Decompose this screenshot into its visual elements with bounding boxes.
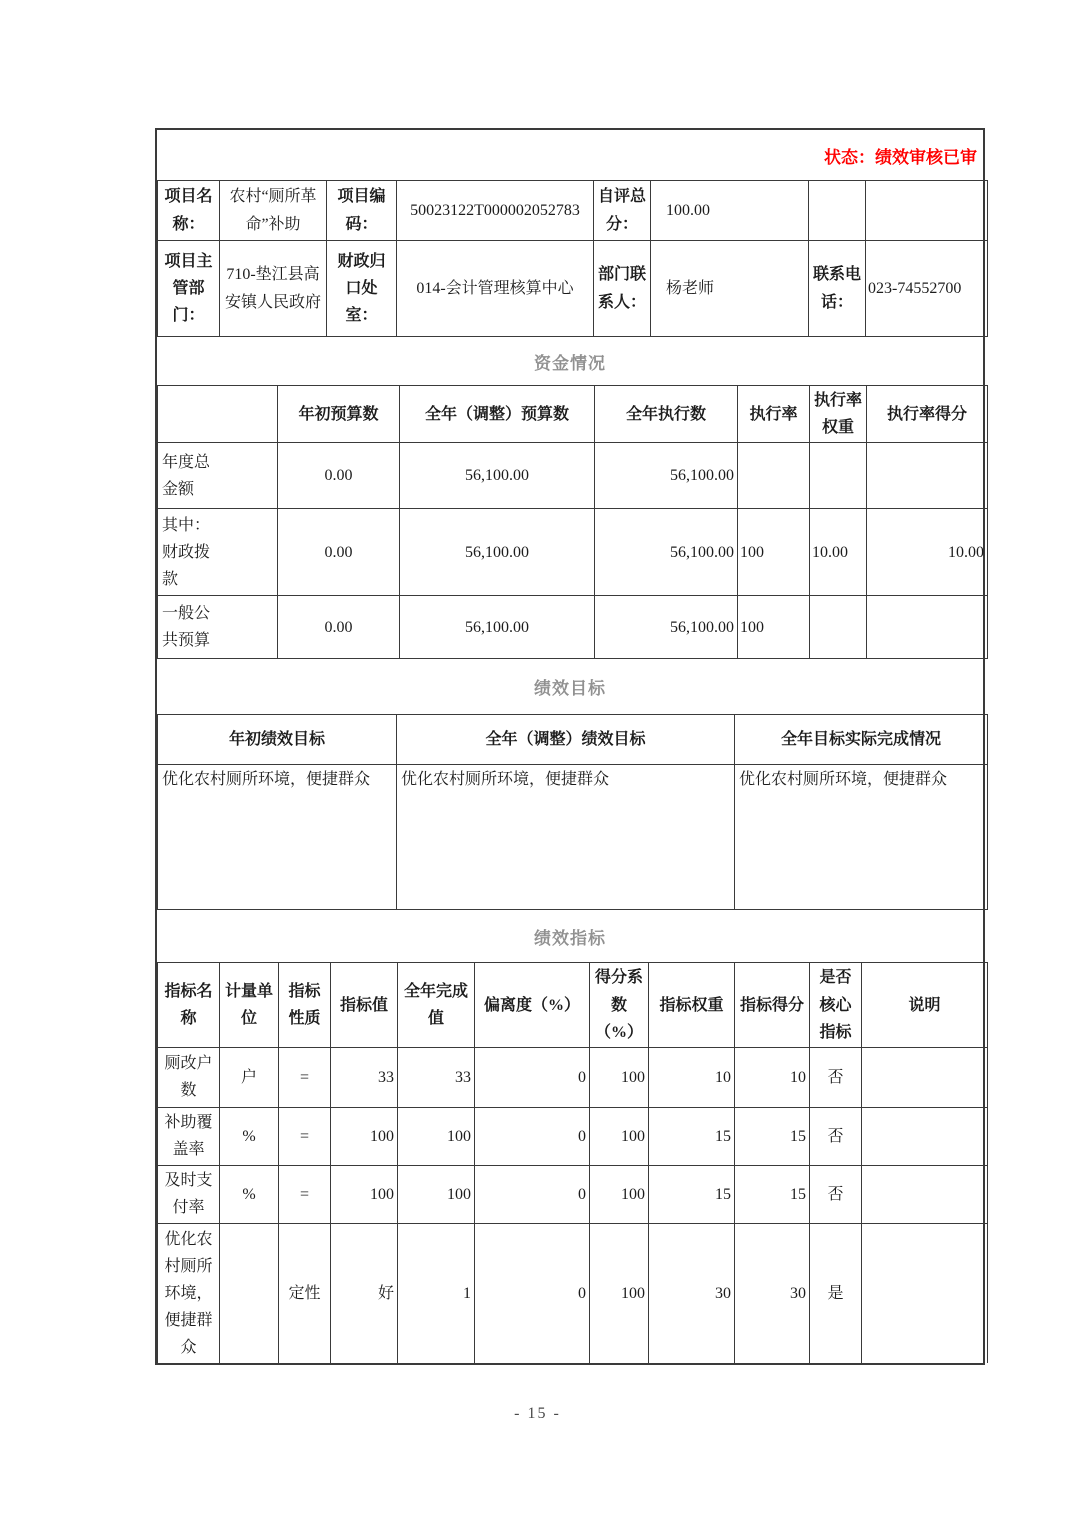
funds-rate-score [867, 596, 988, 659]
phone-value: 023-74552700 [866, 241, 988, 337]
project-info-table [157, 180, 988, 337]
funds-row-fiscal [158, 509, 988, 596]
ind-name-text: 补助覆盖率 [164, 1114, 213, 1159]
office-value: 014-会计管理核算中心 [397, 241, 594, 337]
funds-header-executed: 全年执行数 [595, 386, 738, 443]
ind-name [158, 1107, 220, 1165]
ind-header-coefficient: 得分系数（%） [590, 963, 649, 1048]
ind-unit [220, 1223, 279, 1363]
goals-header-row [158, 715, 988, 765]
ind-coefficient: 100 [590, 1107, 649, 1165]
ind-name [158, 1165, 220, 1223]
ind-header-nature: 指标性质 [279, 963, 331, 1048]
ind-name [158, 1223, 220, 1363]
ind-unit: % [220, 1107, 279, 1165]
empty-cell [809, 181, 866, 241]
ind-unit: 户 [220, 1047, 279, 1107]
ind-note [862, 1165, 988, 1223]
ind-core: 否 [810, 1107, 862, 1165]
ind-actual: 1 [398, 1223, 475, 1363]
funds-rate: 100 [738, 509, 810, 596]
funds-initial-budget: 0.00 [278, 509, 400, 596]
funds-header-adjusted-budget: 全年（调整）预算数 [400, 386, 595, 443]
ind-header-score: 指标得分 [735, 963, 810, 1048]
ind-core: 否 [810, 1047, 862, 1107]
ind-header-deviation: 偏离度（%） [475, 963, 590, 1048]
ind-actual: 33 [398, 1047, 475, 1107]
ind-core: 是 [810, 1223, 862, 1363]
ind-header-name: 指标名称 [158, 963, 220, 1048]
funds-adjusted-budget: 56,100.00 [400, 443, 595, 509]
goals-actual-value: 优化农村厕所环境，便捷群众 [735, 765, 988, 910]
self-score-label: 自评总分： [594, 181, 651, 241]
ind-nature: 定性 [279, 1223, 331, 1363]
funds-adjusted-budget: 56,100.00 [400, 596, 595, 659]
office-label: 财政归口处室： [327, 241, 397, 337]
ind-unit: % [220, 1165, 279, 1223]
ind-actual: 100 [398, 1107, 475, 1165]
project-code-label: 项目编码： [327, 181, 397, 241]
ind-target: 100 [331, 1165, 398, 1223]
funds-row-public-budget [158, 596, 988, 659]
funds-header-rate-weight: 执行率权重 [810, 386, 867, 443]
indicators-header-row [158, 963, 988, 1048]
goals-content-row [158, 765, 988, 910]
funds-row-label-text: 年度总金额 [162, 453, 211, 498]
indicator-row-environment [158, 1223, 988, 1363]
indicator-row-subsidy-coverage [158, 1107, 988, 1165]
funds-section-title: 资金情况 [534, 353, 606, 373]
goals-section-bar [157, 659, 983, 714]
ind-score: 10 [735, 1047, 810, 1107]
ind-target: 好 [331, 1223, 398, 1363]
ind-header-weight: 指标权重 [649, 963, 735, 1048]
funds-header-rate: 执行率 [738, 386, 810, 443]
ind-name-text: 及时支付率 [164, 1172, 213, 1217]
dept-label: 项目主管部门： [158, 241, 220, 337]
goals-section-title: 绩效目标 [534, 679, 606, 699]
indicators-table [157, 962, 988, 1363]
funds-section-bar [157, 337, 983, 385]
goals-adjusted-value: 优化农村厕所环境，便捷群众 [397, 765, 735, 910]
ind-deviation: 0 [475, 1107, 590, 1165]
funds-row-label-text: 一般公共预算 [162, 605, 211, 650]
project-info-row-2 [158, 241, 988, 337]
funds-rate [738, 443, 810, 509]
goals-table [157, 714, 988, 910]
project-name-label: 项目名称： [158, 181, 220, 241]
funds-rate-weight [810, 596, 867, 659]
project-code-value: 50023122T000002052783 [397, 181, 594, 241]
funds-row-label [158, 509, 278, 596]
goals-header-adjusted: 全年（调整）绩效目标 [397, 715, 735, 765]
indicator-row-toilet-households [158, 1047, 988, 1107]
funds-rate: 100 [738, 596, 810, 659]
ind-header-core: 是否核心指标 [810, 963, 862, 1048]
phone-label: 联系电话： [809, 241, 866, 337]
ind-coefficient: 100 [590, 1165, 649, 1223]
ind-core: 否 [810, 1165, 862, 1223]
ind-score: 15 [735, 1165, 810, 1223]
ind-score: 15 [735, 1107, 810, 1165]
self-score-value: 100.00 [651, 181, 809, 241]
ind-note [862, 1223, 988, 1363]
ind-weight: 15 [649, 1165, 735, 1223]
funds-executed: 56,100.00 [595, 509, 738, 596]
ind-target: 33 [331, 1047, 398, 1107]
status-row [157, 130, 983, 180]
ind-weight: 15 [649, 1107, 735, 1165]
funds-header-row [158, 386, 988, 443]
funds-header-initial-budget: 年初预算数 [278, 386, 400, 443]
funds-row-label [158, 443, 278, 509]
ind-header-target: 指标值 [331, 963, 398, 1048]
ind-note [862, 1047, 988, 1107]
funds-row-label-text: 其中：财政拨款 [162, 516, 211, 588]
funds-rate-score [867, 443, 988, 509]
ind-deviation: 0 [475, 1223, 590, 1363]
contact-label: 部门联系人： [594, 241, 651, 337]
ind-name [158, 1047, 220, 1107]
ind-name-text: 优化农村厕所环境，便捷群众 [164, 1230, 213, 1357]
ind-nature: = [279, 1165, 331, 1223]
goals-header-initial: 年初绩效目标 [158, 715, 397, 765]
ind-deviation: 0 [475, 1165, 590, 1223]
indicator-row-timely-payment [158, 1165, 988, 1223]
status-text: 状态：绩效审核已审 [824, 147, 977, 167]
ind-weight: 10 [649, 1047, 735, 1107]
ind-header-unit: 计量单位 [220, 963, 279, 1048]
ind-score: 30 [735, 1223, 810, 1363]
ind-header-actual: 全年完成值 [398, 963, 475, 1048]
funds-table [157, 385, 988, 659]
project-info-row-1 [158, 181, 988, 241]
funds-initial-budget: 0.00 [278, 443, 400, 509]
ind-weight: 30 [649, 1223, 735, 1363]
ind-actual: 100 [398, 1165, 475, 1223]
ind-coefficient: 100 [590, 1223, 649, 1363]
funds-row-label [158, 596, 278, 659]
dept-value: 710-垫江县高安镇人民政府 [220, 241, 327, 337]
goals-header-actual: 全年目标实际完成情况 [735, 715, 988, 765]
project-name-value: 农村“厕所革命”补助 [220, 181, 327, 241]
funds-rate-weight: 10.00 [810, 509, 867, 596]
funds-header-rate-score: 执行率得分 [867, 386, 988, 443]
goals-initial-value: 优化农村厕所环境，便捷群众 [158, 765, 397, 910]
funds-row-total [158, 443, 988, 509]
ind-name-text: 厕改户数 [164, 1055, 213, 1100]
funds-executed: 56,100.00 [595, 443, 738, 509]
indicators-section-title: 绩效指标 [534, 928, 606, 948]
funds-executed: 56,100.00 [595, 596, 738, 659]
ind-note [862, 1107, 988, 1165]
ind-header-note: 说明 [862, 963, 988, 1048]
report-table [155, 128, 985, 1365]
funds-rate-weight [810, 443, 867, 509]
funds-initial-budget: 0.00 [278, 596, 400, 659]
funds-adjusted-budget: 56,100.00 [400, 509, 595, 596]
empty-cell [866, 181, 988, 241]
indicators-section-bar [157, 910, 983, 962]
contact-value: 杨老师 [651, 241, 809, 337]
ind-deviation: 0 [475, 1047, 590, 1107]
funds-rate-score: 10.00 [867, 509, 988, 596]
ind-coefficient: 100 [590, 1047, 649, 1107]
empty-cell [158, 386, 278, 443]
ind-nature: = [279, 1107, 331, 1165]
page-number: - 15 - [514, 1405, 561, 1422]
ind-target: 100 [331, 1107, 398, 1165]
ind-nature: = [279, 1047, 331, 1107]
